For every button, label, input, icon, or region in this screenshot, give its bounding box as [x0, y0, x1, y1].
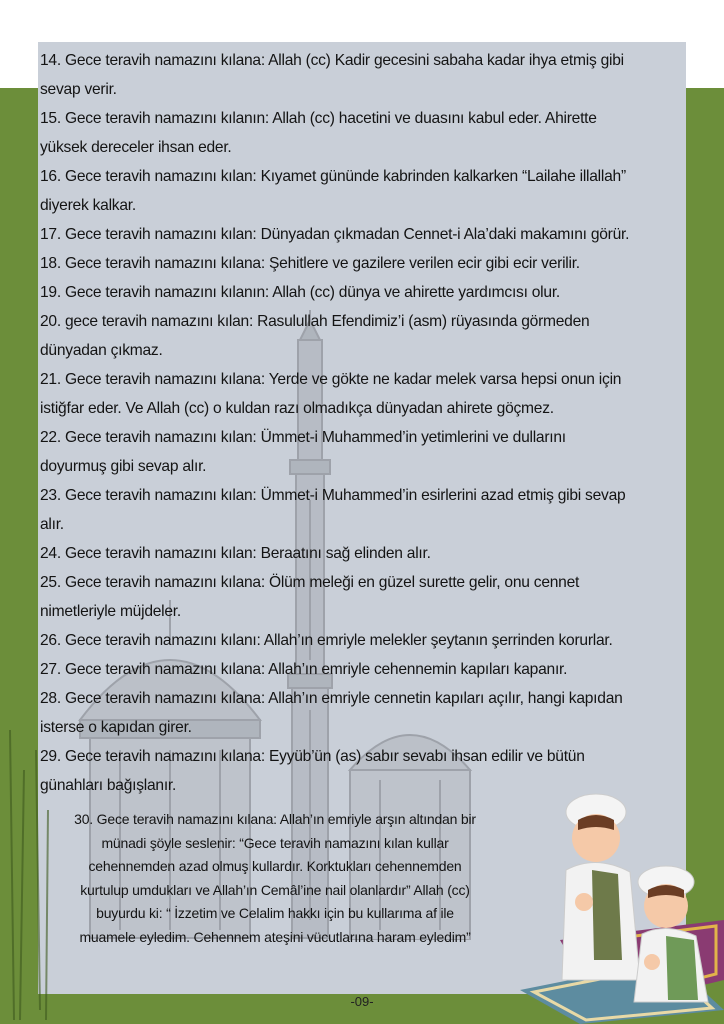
text-line: dünyadan çıkmaz. — [40, 342, 163, 359]
outro-line: 30. Gece teravih namazını kılana: Allah’ın emriyle arşın altından bir — [74, 811, 476, 827]
outro-line: buyurdu ki: “ İzzetim ve Celalim hakkı için bu kullarıma af ile — [96, 905, 454, 921]
hadith-list — [40, 46, 690, 800]
text-line: 29. Gece teravih namazını kılana: Eyyüb’ün (as) sabır sevabı ihsan edilir ve bütün — [40, 748, 585, 765]
text-line: sevap verir. — [40, 81, 117, 98]
text-line: 17. Gece teravih namazını kılan: Dünyadan çıkmadan Cennet-i Ala’daki makamını görür. — [40, 226, 630, 243]
text-line: doyurmuş gibi sevap alır. — [40, 458, 207, 475]
closing-paragraph — [40, 808, 510, 949]
text-line: 27. Gece teravih namazını kılana: Allah’ın emriyle cehennemin kapıları kapanır. — [40, 661, 568, 678]
text-line: alır. — [40, 516, 64, 533]
text-line: 15. Gece teravih namazını kılanın: Allah (cc) hacetini ve duasını kabul eder. Ahirette — [40, 110, 597, 127]
text-line: 28. Gece teravih namazını kılana: Allah’ın emriyle cennetin kapıları açılır, hangi kapıdan — [40, 690, 623, 707]
text-line: diyerek kalkar. — [40, 197, 136, 214]
text-line: 26. Gece teravih namazını kılanı: Allah’ın emriyle melekler şeytanın şerrinden korurlar. — [40, 632, 613, 649]
outro-line: cehennemden azad olmuş kullardır. Korktukları cehennemden — [88, 858, 462, 874]
text-line: istiğfar eder. Ve Allah (cc) o kuldan razı olmadıkça dünyadan ahirete göçmez. — [40, 400, 554, 417]
text-line: 18. Gece teravih namazını kılana: Şehitlere ve gazilere verilen ecir gibi ecir verilir. — [40, 255, 580, 272]
text-line: 14. Gece teravih namazını kılana: Allah (cc) Kadir gecesini sabaha kadar ihya etmiş gibi — [40, 52, 624, 69]
text-line: günahları bağışlanır. — [40, 777, 177, 794]
text-line: 20. gece teravih namazını kılan: Rasulullah Efendimiz’i (asm) rüyasında görmeden — [40, 313, 590, 330]
praying-children-illustration — [548, 790, 724, 1005]
page-number: -09- — [350, 994, 374, 1009]
text-line: 21. Gece teravih namazını kılana: Yerde ve gökte ne kadar melek varsa hepsi onun için — [40, 371, 622, 388]
outro-line: kurtulup umdukları ve Allah’ın Cemâl’ine nail olanlardır” Allah (cc) — [80, 881, 470, 898]
text-line: nimetleriyle müjdeler. — [40, 603, 181, 620]
text-line: isterse o kapıdan girer. — [40, 719, 192, 736]
text-line: 22. Gece teravih namazını kılan: Ümmet-i Muhammed’in yetimlerini ve dullarını — [40, 429, 566, 446]
outro-line: münadi şöyle seslenir: “Gece teravih namazını kılan kullar — [101, 834, 449, 851]
outro-line: muamele eyledim. Cehennem ateşini vücutlarına haram eyledim” — [79, 928, 471, 945]
text-line: 23. Gece teravih namazını kılan: Ümmet-i Muhammed’in esirlerini azad etmiş gibi sevap — [40, 487, 626, 504]
text-line: 25. Gece teravih namazını kılana: Ölüm meleği en güzel surette gelir, onu cennet — [40, 574, 580, 591]
text-line: 19. Gece teravih namazını kılanın: Allah (cc) dünya ve ahirette yardımcısı olur. — [40, 284, 560, 301]
text-line: 16. Gece teravih namazını kılan: Kıyamet gününde kabrinden kalkarken “Lailahe illallah” — [40, 168, 626, 185]
text-line: yüksek dereceler ihsan eder. — [40, 139, 232, 156]
text-line: 24. Gece teravih namazını kılan: Beraatını sağ elinden alır. — [40, 545, 431, 562]
